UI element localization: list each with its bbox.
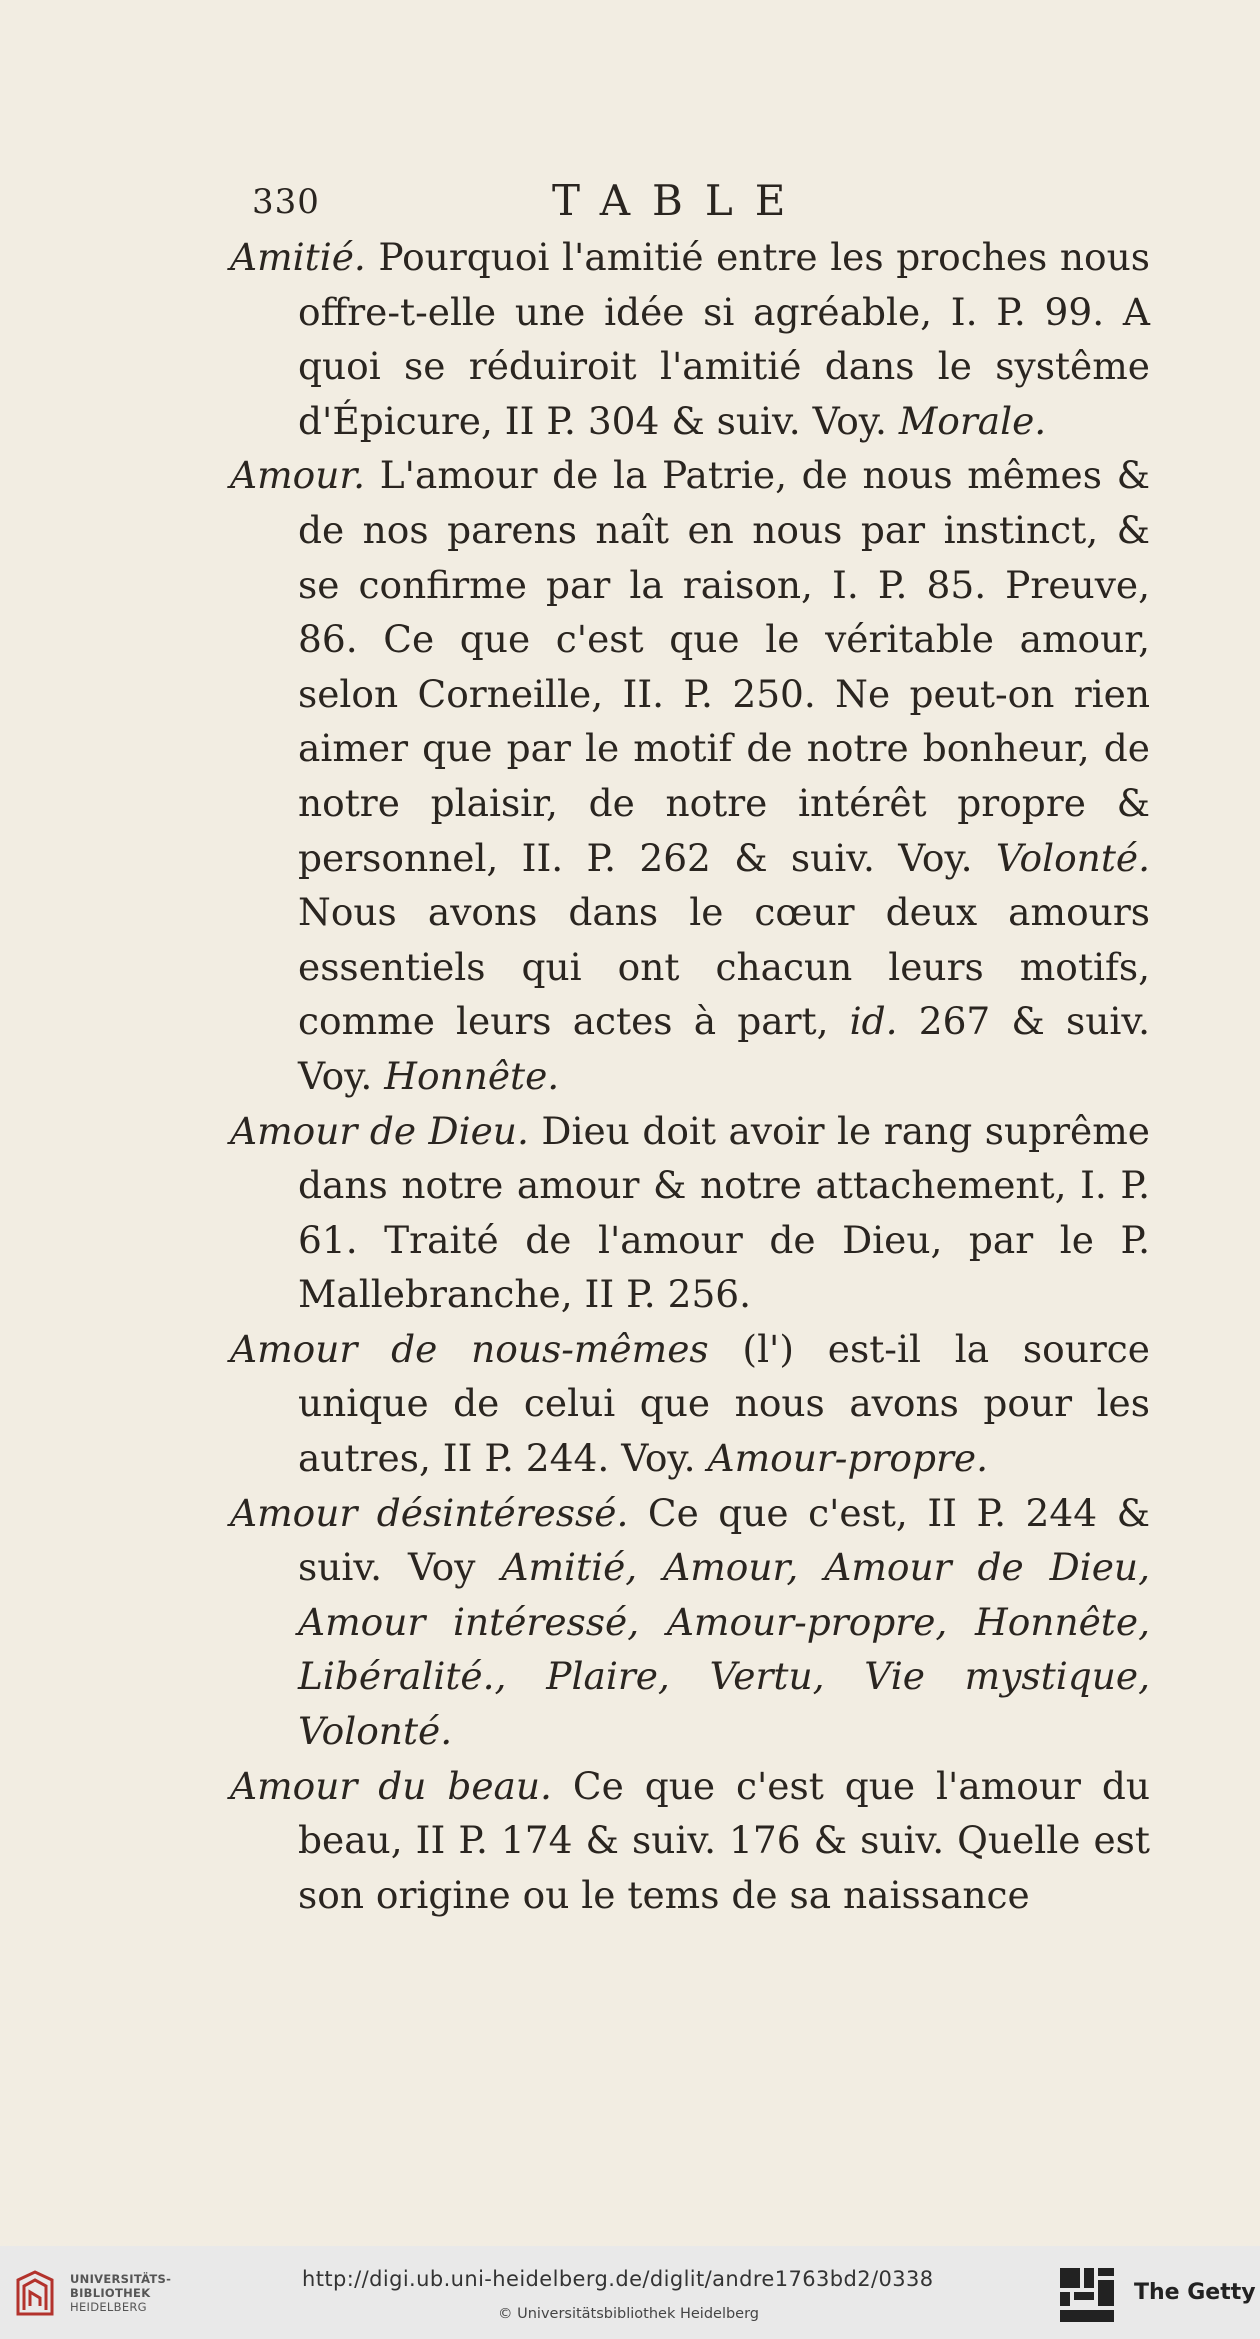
- entry-refs: Honnête.: [384, 1053, 560, 1098]
- page-number: 330: [252, 182, 320, 222]
- entry-text: 267 & suiv. Voy.: [298, 999, 1151, 1098]
- entry-lemma: Amour désintéressé.: [230, 1490, 629, 1535]
- entry-text: Ce que c'est que l'amour du beau, II P. 174 & suiv. 176 & suiv. Quelle est son origine ou le tems de sa naissance: [298, 1763, 1150, 1917]
- entry-text: Ce que c'est, II P. 244 & suiv. Voy: [298, 1490, 1150, 1590]
- entry-lemma: Amour du beau.: [230, 1763, 552, 1808]
- entry-lemma: Amour de nous-mêmes: [230, 1326, 709, 1371]
- library-name: [70, 2272, 171, 2314]
- entry-refs: Amour-propre.: [707, 1436, 989, 1481]
- page-content: [230, 172, 1150, 1922]
- index-entry-amitie: [230, 230, 1150, 448]
- getty-logo-icon[interactable]: [1058, 2266, 1116, 2324]
- library-name-line: HEIDELBERG: [70, 2300, 147, 2314]
- entry-refs: Amitié, Amour, Amour de Dieu, Amour intéressé, Amour-propre, Honnête, Libéralité., Plaire, Vertu, Vie mystique, Volonté.: [298, 1545, 1150, 1754]
- library-name-line: BIBLIOTHEK: [70, 2286, 151, 2300]
- index-entry-amour: [230, 448, 1150, 1103]
- entry-refs: id.: [849, 999, 898, 1044]
- entry-refs: Morale.: [898, 398, 1047, 443]
- running-title: TABLE: [552, 176, 808, 225]
- entry-lemma: Amour.: [230, 453, 366, 498]
- running-header: [230, 172, 1150, 230]
- entry-text: L'amour de la Patrie, de nous mêmes & de nos parens naît en nous par instinct, & se confirme par la raison, I. P. 85. Preuve, 86. Ce que c'est que le véritable amour, selon Corneille, II. P. 250. Ne peut-on rien aimer que par le motif de notre bonheur, de notre plaisir, de notre intérêt propre & personnel, II. P. 262 & suiv. Voy.: [298, 453, 1150, 880]
- entry-refs: Volonté.: [995, 835, 1150, 880]
- partner-name: The Getty: [1134, 2280, 1256, 2305]
- entry-text: Nous avons dans le cœur deux amours essentiels qui ont chacun leurs motifs, comme leurs actes à part,: [298, 890, 1150, 1044]
- index-entry-amour-du-beau: [230, 1759, 1150, 1923]
- entry-lemma: Amour de Dieu.: [230, 1108, 529, 1153]
- library-name-line: UNIVERSITÄTS-: [70, 2272, 172, 2286]
- entry-text: (l') est-il la source unique de celui que nous avons pour les autres, II P. 244. Voy.: [298, 1326, 1150, 1481]
- entry-lemma: Amitié.: [230, 235, 366, 279]
- viewer-footer: [0, 2246, 1260, 2339]
- index-entry-amour-de-dieu: [230, 1104, 1150, 1322]
- index-entry-amour-desinteresse: [230, 1486, 1150, 1759]
- heidelberg-logo-icon[interactable]: [14, 2270, 56, 2318]
- copyright-notice: © Universitätsbibliothek Heidelberg: [498, 2306, 760, 2322]
- index-entry-amour-de-nous-memes: [230, 1322, 1150, 1486]
- entry-text: Dieu doit avoir le rang suprême dans notre amour & notre attachement, I. P. 61. Traité de l'amour de Dieu, par le P. Mallebranche, II P. 256.: [298, 1108, 1151, 1317]
- permalink-url[interactable]: http://digi.ub.uni-heidelberg.de/diglit/andre1763bd2/0338: [302, 2267, 934, 2291]
- entry-text: Pourquoi l'amitié entre les proches nous offre-t-elle une idée si agréable, I. P. 99. A quoi se réduiroit l'amitié dans le systême d'Épicure, II P. 304 & suiv. Voy.: [298, 235, 1150, 443]
